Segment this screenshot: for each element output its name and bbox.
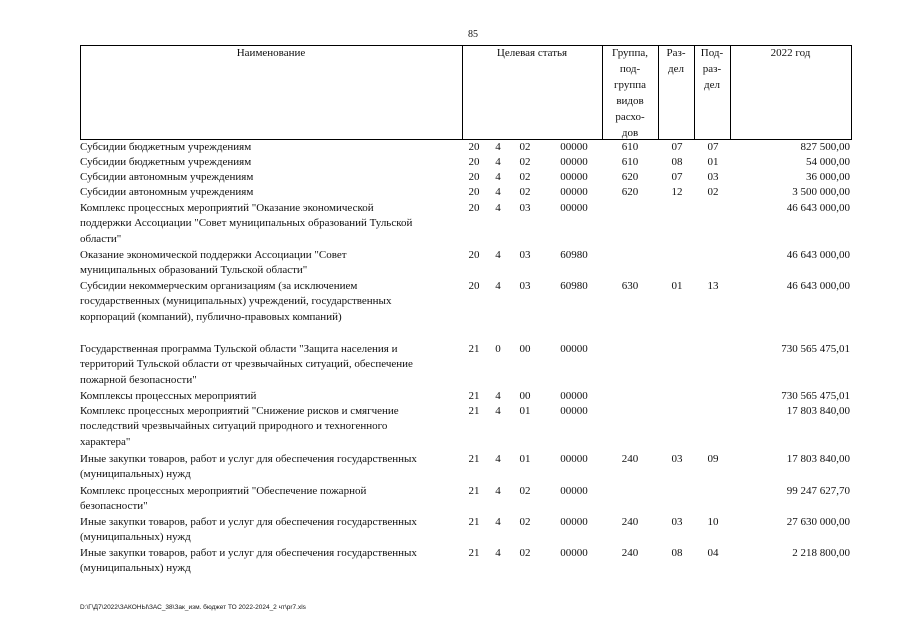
row-code-subprogram: 4 <box>495 171 501 183</box>
row-code-direction: 00000 <box>560 171 588 183</box>
row-code-subprogram: 4 <box>495 141 501 153</box>
row-code-subprogram: 4 <box>495 202 501 214</box>
row-amount: 54 000,00 <box>806 156 850 168</box>
row-name-line: Иные закупки товаров, работ и услуг для обеспечения государственных <box>80 453 417 465</box>
row-amount: 46 643 000,00 <box>786 202 850 214</box>
row-code-subprogram: 4 <box>495 249 501 261</box>
row-code-direction: 00000 <box>560 547 588 559</box>
header-name: Наименование <box>236 47 306 59</box>
row-subsection: 10 <box>707 516 719 528</box>
row-name-line: (муниципальных) нужд <box>80 562 191 575</box>
row-code-subprogram: 4 <box>495 390 501 402</box>
row-code-subprogram: 4 <box>495 186 501 198</box>
page-number: 85 <box>468 29 478 40</box>
row-code-program: 20 <box>468 280 480 292</box>
row-code-event: 00 <box>519 343 531 355</box>
row-subsection: 13 <box>707 280 719 292</box>
row-code-subprogram: 0 <box>495 343 501 355</box>
row-expense-group: 620 <box>621 186 639 198</box>
header-subsection-line: раз- <box>702 63 722 75</box>
header-group-line: Группа, <box>612 47 648 59</box>
row-expense-group: 630 <box>621 280 639 292</box>
header-group-line: под- <box>619 63 641 75</box>
header-target-article: Целевая статья <box>496 47 568 59</box>
row-code-subprogram: 4 <box>495 280 501 292</box>
row-name <box>80 155 464 170</box>
row-name-line: Субсидии бюджетным учреждениям <box>80 156 252 168</box>
row-code-program: 21 <box>468 343 480 355</box>
header-section-line: Раз- <box>666 47 686 59</box>
row-code-program: 20 <box>468 186 480 198</box>
row-code-event: 03 <box>519 202 531 214</box>
row-code-direction: 00000 <box>560 453 588 465</box>
row-name-line: Субсидии некоммерческим организациям (за исключением <box>80 280 358 292</box>
row-name-line: характера" <box>80 435 131 448</box>
row-name <box>80 452 464 483</box>
row-subsection: 02 <box>707 186 719 198</box>
row-code-direction: 00000 <box>560 485 588 497</box>
header-group-line: дов <box>621 127 639 139</box>
row-name-line: Субсидии автономным учреждениям <box>80 186 254 198</box>
row-code-program: 20 <box>468 202 480 214</box>
header-group-line: видов <box>616 95 644 107</box>
row-expense-group: 620 <box>621 171 639 183</box>
row-subsection: 01 <box>707 156 719 168</box>
row-name-line: государственных (муниципальных) учреждений, государственных <box>80 295 392 308</box>
row-name-line: Субсидии автономным учреждениям <box>80 171 254 183</box>
row-code-program: 21 <box>468 485 480 497</box>
row-code-program: 21 <box>468 405 480 417</box>
row-amount: 730 565 475,01 <box>781 390 850 402</box>
row-name <box>80 279 464 325</box>
row-code-subprogram: 4 <box>495 453 501 465</box>
row-code-program: 20 <box>468 249 480 261</box>
row-code-event: 03 <box>519 249 531 261</box>
row-section: 08 <box>671 547 683 559</box>
header-section <box>658 45 694 138</box>
row-code-direction: 00000 <box>560 141 588 153</box>
row-section: 08 <box>671 156 683 168</box>
row-code-event: 02 <box>519 516 531 528</box>
row-code-program: 21 <box>468 547 480 559</box>
row-name-line: последствий чрезвычайных ситуаций природного и техногенного <box>80 420 388 433</box>
row-code-event: 02 <box>519 547 531 559</box>
row-code-event: 02 <box>519 485 531 497</box>
row-name <box>80 140 464 155</box>
row-subsection: 07 <box>707 141 719 153</box>
row-name <box>80 389 464 404</box>
row-amount: 46 643 000,00 <box>786 280 850 292</box>
row-section: 07 <box>671 141 683 153</box>
row-name <box>80 185 464 200</box>
row-name-line: Комплекс процессных мероприятий "Оказание экономической <box>80 202 374 214</box>
row-code-direction: 00000 <box>560 516 588 528</box>
row-name-line: области" <box>80 232 122 245</box>
row-code-subprogram: 4 <box>495 516 501 528</box>
header-subsection <box>694 45 730 138</box>
header-group <box>602 45 658 138</box>
row-name-line: Комплекс процессных мероприятий "Обеспечение пожарной <box>80 485 367 497</box>
row-name-line: Оказание экономической поддержки Ассоциации "Совет <box>80 249 347 261</box>
row-section: 07 <box>671 171 683 183</box>
row-name-line: безопасности" <box>80 500 148 513</box>
row-name-line: Иные закупки товаров, работ и услуг для обеспечения государственных <box>80 547 417 559</box>
row-name-line: территорий Тульской области от чрезвычайных ситуаций, обеспечение <box>80 358 413 371</box>
row-expense-group: 240 <box>621 547 639 559</box>
row-code-subprogram: 4 <box>495 547 501 559</box>
row-name-line: Комплекс процессных мероприятий "Снижение рисков и смягчение <box>80 405 399 417</box>
row-code-program: 21 <box>468 390 480 402</box>
row-name <box>80 342 464 388</box>
row-code-subprogram: 4 <box>495 485 501 497</box>
row-name-line: муниципальных образований Тульской области" <box>80 264 308 277</box>
row-code-direction: 60980 <box>560 249 588 261</box>
header-year: 2022 год <box>770 47 811 59</box>
row-code-event: 01 <box>519 453 531 465</box>
row-expense-group: 240 <box>621 516 639 528</box>
row-name <box>80 515 464 546</box>
row-code-event: 00 <box>519 390 531 402</box>
row-expense-group: 610 <box>621 141 639 153</box>
row-amount: 36 000,00 <box>806 171 850 183</box>
row-name <box>80 248 464 279</box>
row-name <box>80 201 464 247</box>
file-path-footer: D:\Г\Д7\2022\ЗАКОНЫ\ЗАС_38\Зак_изм. бюджет ТО 2022-2024_2 чт\pr7.xls <box>80 604 306 611</box>
row-section: 03 <box>671 516 683 528</box>
row-name-line: (муниципальных) нужд <box>80 531 191 544</box>
row-code-direction: 00000 <box>560 186 588 198</box>
row-subsection: 03 <box>707 171 719 183</box>
row-code-subprogram: 4 <box>495 405 501 417</box>
row-amount: 17 803 840,00 <box>786 405 850 417</box>
row-amount: 2 218 800,00 <box>792 547 850 559</box>
row-section: 03 <box>671 453 683 465</box>
row-amount: 827 500,00 <box>800 141 850 153</box>
row-code-subprogram: 4 <box>495 156 501 168</box>
row-code-event: 02 <box>519 156 531 168</box>
row-section: 12 <box>671 186 683 198</box>
row-code-direction: 00000 <box>560 405 588 417</box>
row-name-line: (муниципальных) нужд <box>80 468 191 481</box>
row-name-line: Государственная программа Тульской области "Защита населения и <box>80 343 398 355</box>
header-group-line: группа <box>613 79 647 91</box>
row-amount: 3 500 000,00 <box>792 186 850 198</box>
row-code-event: 02 <box>519 186 531 198</box>
row-section: 01 <box>671 280 683 292</box>
row-code-program: 20 <box>468 156 480 168</box>
row-code-direction: 00000 <box>560 390 588 402</box>
row-code-program: 21 <box>468 453 480 465</box>
row-code-direction: 00000 <box>560 202 588 214</box>
row-code-program: 21 <box>468 516 480 528</box>
row-name-line: пожарной безопасности" <box>80 373 197 386</box>
row-amount: 730 565 475,01 <box>781 343 850 355</box>
row-amount: 46 643 000,00 <box>786 249 850 261</box>
row-name <box>80 484 464 515</box>
row-name-line: Иные закупки товаров, работ и услуг для обеспечения государственных <box>80 516 417 528</box>
row-code-event: 01 <box>519 405 531 417</box>
row-name-line: Комплексы процессных мероприятий <box>80 390 257 402</box>
row-name-line: Субсидии бюджетным учреждениям <box>80 141 252 153</box>
row-subsection: 04 <box>707 547 719 559</box>
header-subsection-line: дел <box>704 79 720 91</box>
row-amount: 17 803 840,00 <box>786 453 850 465</box>
row-code-event: 03 <box>519 280 531 292</box>
header-subsection-line: Под- <box>700 47 724 59</box>
row-name <box>80 546 464 577</box>
header-group-line: расхо- <box>615 111 645 123</box>
row-code-direction: 00000 <box>560 156 588 168</box>
row-code-direction: 00000 <box>560 343 588 355</box>
header-section-line: дел <box>668 63 684 75</box>
row-code-event: 02 <box>519 171 531 183</box>
row-name-line: поддержки Ассоциации "Совет муниципальных образований Тульской <box>80 217 413 230</box>
row-name <box>80 404 464 450</box>
row-name <box>80 170 464 185</box>
row-code-program: 20 <box>468 141 480 153</box>
row-code-event: 02 <box>519 141 531 153</box>
row-amount: 27 630 000,00 <box>786 516 850 528</box>
row-code-program: 20 <box>468 171 480 183</box>
row-code-direction: 60980 <box>560 280 588 292</box>
row-expense-group: 240 <box>621 453 639 465</box>
row-subsection: 09 <box>707 453 719 465</box>
row-expense-group: 610 <box>621 156 639 168</box>
row-amount: 99 247 627,70 <box>786 485 850 497</box>
row-name-line: корпораций (компаний), публично-правовых компаний) <box>80 310 342 323</box>
